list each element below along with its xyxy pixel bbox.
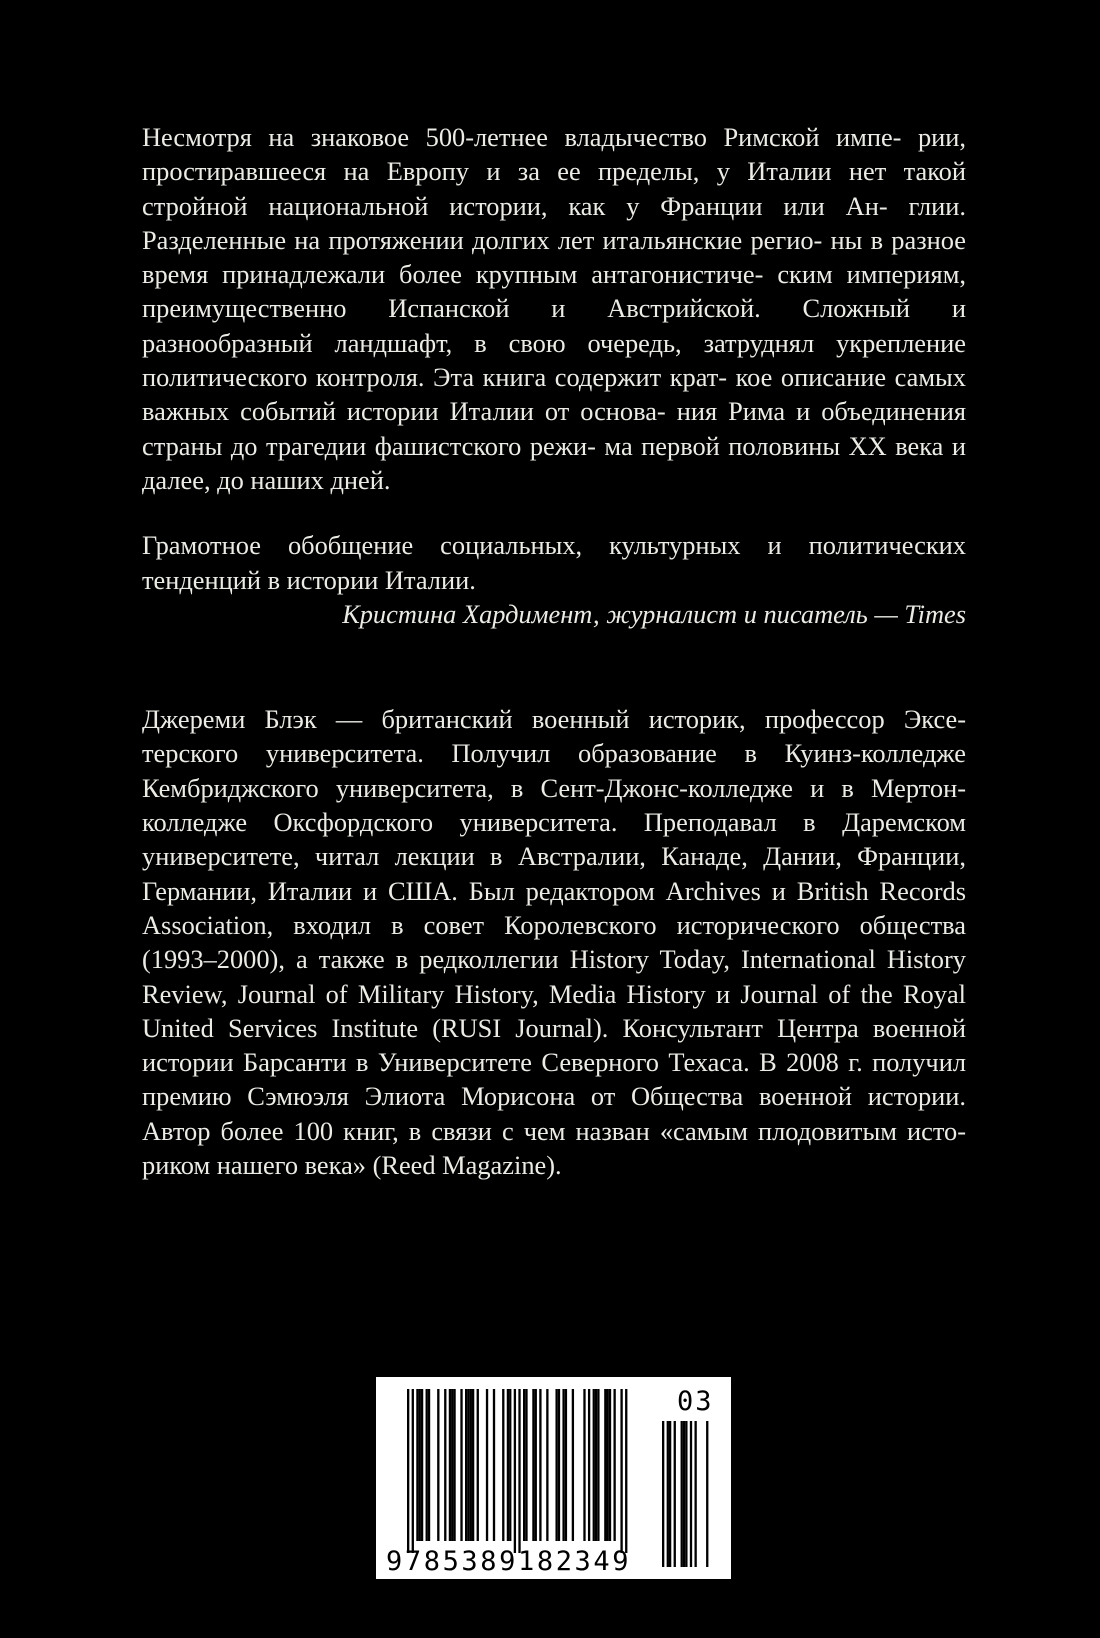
barcode-bar — [460, 1389, 462, 1541]
barcode-bar — [583, 1389, 585, 1541]
bio-line: истории Барсанти в Университете Северного Техаса. В 2008 г. получил — [142, 1047, 966, 1078]
barcode-bar — [477, 1389, 479, 1541]
barcode-bar — [539, 1389, 541, 1541]
description-line: Сложный и разнообразный ландшафт, в свою очередь, затруднял — [142, 293, 966, 358]
bio-line: риком нашего века» (Reed Magazine). — [142, 1150, 562, 1181]
barcode-guard-bar — [407, 1389, 409, 1553]
review-quote — [142, 528, 966, 597]
bio-line: Джереми Блэк — британский военный историк, профессор Эксе- — [142, 704, 966, 735]
barcode-guard-bar — [625, 1389, 627, 1553]
description-line: ны в разное время принадлежали более крупным антагонистиче- — [142, 224, 966, 290]
barcode-bar — [486, 1389, 488, 1541]
bio-line: Автор более 100 книг, в связи с чем назван «самым плодовитым исто- — [142, 1115, 966, 1146]
barcode-addon-bar — [667, 1421, 669, 1567]
barcode-bar — [609, 1389, 611, 1541]
barcode-bar — [572, 1389, 574, 1541]
barcode-bar — [562, 1389, 564, 1541]
barcode-bar — [588, 1389, 590, 1541]
description-line: ма первой половины XX века и далее, до наших дней. — [142, 430, 966, 495]
bio-line: терского университета. Получил образование в Куинз-колледже — [142, 738, 966, 769]
description-line: глии. Разделенные на протяжении долгих лет итальянские регио- — [142, 190, 966, 255]
barcode-bar — [523, 1389, 525, 1541]
review-line: Грамотное обобщение социальных, культурных и политических — [142, 530, 966, 561]
barcode-addon-bar — [681, 1421, 683, 1567]
bio-line: Association, входил в совет Королевского исторического общества — [142, 909, 966, 940]
description-line: Несмотря на знаковое 500-летнее владычество Римской импе- — [142, 122, 902, 152]
barcode-bar — [444, 1389, 446, 1541]
barcode-bar — [451, 1389, 453, 1541]
barcode-addon-bar — [683, 1421, 685, 1567]
barcode-bar — [453, 1389, 455, 1541]
barcode-bar — [419, 1389, 421, 1541]
barcode-addon-bar — [662, 1421, 664, 1567]
bio-line: United Services Institute (RUSI Journal). Консультант Центра военной — [142, 1012, 966, 1043]
barcode-bar — [465, 1389, 467, 1541]
barcode-bar — [437, 1389, 439, 1541]
description-line: ния Рима и объединения страны до трагедии фашистского режи- — [142, 396, 966, 461]
barcode-bar — [449, 1389, 451, 1541]
bio-line: Review, Journal of Military History, Media History и Journal of the Royal — [142, 978, 966, 1009]
description-line: кое описание самых важных событий истории Италии от основа- — [142, 362, 966, 427]
description-line: укрепление политического контроля. Эта книга содержит крат- — [142, 327, 966, 393]
barcode-bar — [532, 1389, 534, 1541]
barcode-bar — [607, 1389, 609, 1541]
isbn-barcode — [376, 1377, 731, 1579]
description-line: такой стройной национальной истории, как у Франции или Ан- — [142, 156, 966, 221]
barcode-bar — [613, 1389, 615, 1541]
book-description — [142, 120, 966, 497]
barcode-addon-bar — [669, 1421, 671, 1567]
barcode-guard-bar — [514, 1389, 516, 1553]
bio-line: колледже Оксфордского университета. Преподавал в Даремском — [142, 807, 966, 838]
bio-line: Германии, Италии и США. Был редактором Archives и British Records — [142, 875, 966, 906]
barcode-bar — [467, 1389, 469, 1541]
barcode-bar — [416, 1389, 418, 1541]
description-line: рии, простиравшееся на Европу и за ее пределы, у Италии нет — [142, 122, 966, 187]
author-bio — [142, 702, 966, 1182]
barcode-bar — [502, 1389, 504, 1541]
barcode-bar — [555, 1389, 557, 1541]
barcode-bar — [507, 1389, 509, 1541]
barcode-guard-bar — [518, 1389, 520, 1553]
barcode-addon-bar — [674, 1421, 676, 1567]
barcode-bar — [546, 1389, 548, 1541]
barcode-bar — [421, 1389, 423, 1541]
review-attribution: Кристина Хардимент, журналист и писатель — Times — [342, 598, 966, 629]
barcode-bar — [593, 1389, 595, 1541]
barcode-bar — [565, 1389, 567, 1541]
barcode-bar — [472, 1389, 474, 1541]
bio-line: Кембриджского университета, в Сент-Джонс-колледже и в Мертон- — [142, 772, 966, 803]
bio-line: университете, читал лекции в Австралии, Канаде, Дании, Франции, — [142, 841, 966, 872]
barcode-addon-bar — [706, 1421, 708, 1567]
barcode-addon-bar — [690, 1421, 692, 1567]
barcode-bar — [535, 1389, 537, 1541]
barcode-bar — [604, 1389, 606, 1541]
barcode-bar — [493, 1389, 495, 1541]
barcode-addon-bar — [685, 1421, 687, 1567]
review-line: тенденций в истории Италии. — [142, 564, 476, 595]
barcode-bar — [525, 1389, 527, 1541]
barcode-bar — [595, 1389, 597, 1541]
bio-line: (1993–2000), а также в редколлегии History Today, International History — [142, 944, 966, 975]
barcode-bar — [470, 1389, 472, 1541]
description-line: ским империям, преимущественно Испанской и Австрийской. — [142, 259, 966, 324]
barcode-bar — [428, 1389, 430, 1541]
barcode-bar — [558, 1389, 560, 1541]
barcode-bar — [426, 1389, 428, 1541]
barcode-bar — [597, 1389, 599, 1541]
bio-line: премию Сэмюэля Элиота Морисона от Общества военной истории. — [142, 1081, 966, 1112]
barcode-guard-bar — [412, 1389, 414, 1553]
barcode-bar — [509, 1389, 511, 1541]
barcode-addon-bar — [694, 1421, 696, 1567]
back-cover-text — [142, 120, 966, 1182]
barcode-addon-number: 03 — [677, 1386, 714, 1417]
barcode-number: 9785389182349 — [386, 1546, 632, 1577]
barcode-guard-bar — [620, 1389, 622, 1553]
